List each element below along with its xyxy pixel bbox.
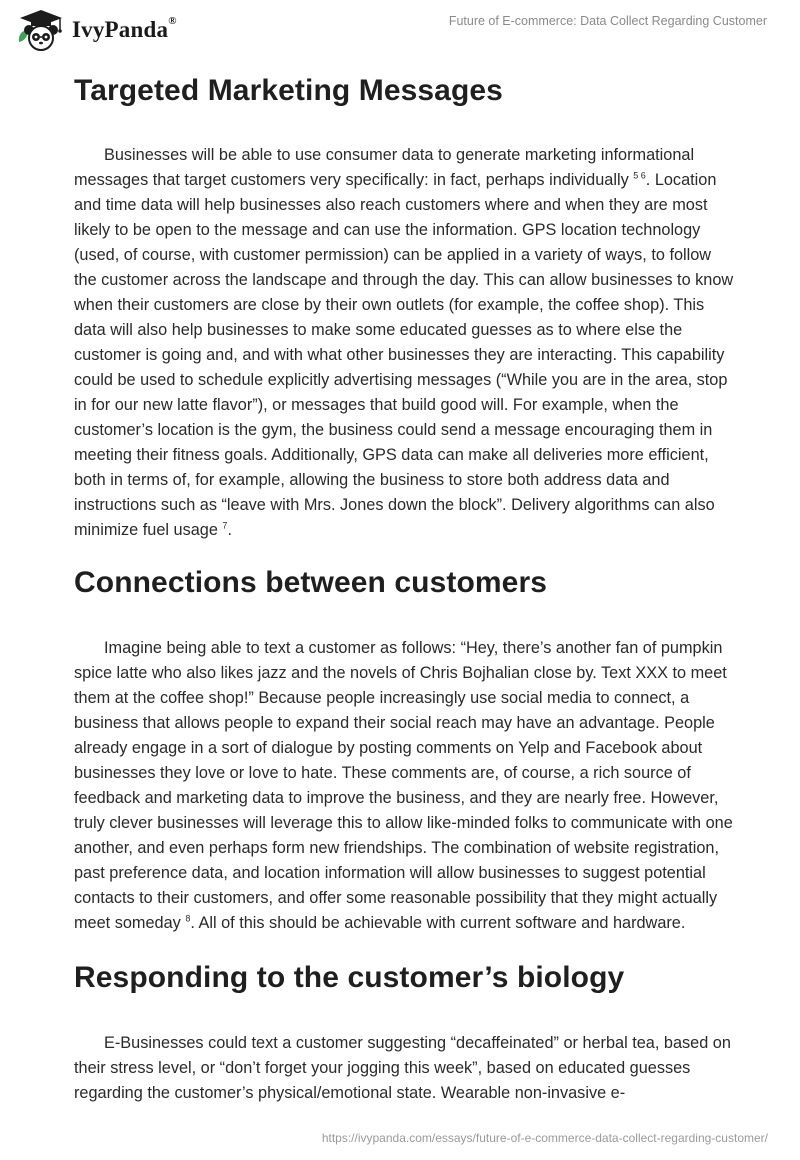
section-heading: Responding to the customer’s biology <box>74 961 625 994</box>
page-header <box>0 0 800 60</box>
section-heading: Connections between customers <box>74 566 547 599</box>
article-content <box>74 70 734 1106</box>
logo[interactable] <box>16 8 177 52</box>
panda-graduate-icon <box>16 8 66 52</box>
section-paragraph: Imagine being able to text a customer as follows: “Hey, there’s another fan of pumpkin spice latte who also likes jazz and the novels of Chris Bojhalian close by. Text XXX to meet them at the coffee shop!” Because people increasingly use social media to connect, a business that allows people to expand their social reach may have an advantage. People already engage in a sort of dialogue by posting comments on Yelp and Facebook about businesses they love or love to hate. These comments are, of course, a rich source of feedback and marketing data to improve the business, and they are nearly free. However, truly clever businesses will leverage this to allow like-minded folks to communicate with one another, and even perhaps form new friendships. The combination of website registration, past preference data, and location information will allow businesses to suggest potential contacts to their customers, and offer some reasonable possibility that they might actually meet someday $^8$. All of this should be achievable with current software and hardware. <box>74 639 733 932</box>
section-paragraph: Businesses will be able to use consumer data to generate marketing informational messages that target customers very specifically: in fact, perhaps individually $^{5 6}$. Location and time data will help businesses also reach customers where and when they are most likely to be open to the message and can use the information. GPS location technology (used, of course, with customer permission) can be applied in a variety of ways, to follow the customer across the landscape and through the day. This can allow businesses to know when their customers are close by their own outlets (for example, the coffee shop). This data will also help businesses to make some educated guesses as to where else the customer is going and, and with what other businesses they are interacting. This capability could be used to schedule explicitly advertising messages (“While you are in the area, stop in for our new latte flavor”), or messages that build good will. For example, when the customer’s location is the gym, the business could send a message encouraging them in meeting their fitness goals. Additionally, GPS data can make all deliveries more efficient, both in terms of, for example, allowing the business to store both address data and instructions such as “leave with Mrs. Jones down the block”. Delivery algorithms can also minimize fuel usage $^7$. <box>74 146 734 539</box>
registered-mark: ® <box>168 15 177 28</box>
document-title: Future of E-commerce: Data Collect Regarding Customer <box>448 14 767 28</box>
brand-name: IvyPanda® <box>72 15 177 42</box>
footnote-ref[interactable]: 5 6 <box>633 170 646 181</box>
source-url[interactable]: https://ivypanda.com/essays/future-of-e-commerce-data-collect-regarding-customer/ <box>321 1131 768 1145</box>
section-heading: Targeted Marketing Messages <box>74 74 503 107</box>
section-paragraph: E-Businesses could text a customer suggesting “decaffeinated” or herbal tea, based on their stress level, or “don’t forget your jogging this week”, based on educated guesses regarding the customer’s physical/emotional state. Wearable non-invasive e- <box>74 1034 731 1102</box>
footnote-ref[interactable]: 7 <box>222 520 228 531</box>
footnote-ref[interactable]: 8 <box>185 913 191 924</box>
